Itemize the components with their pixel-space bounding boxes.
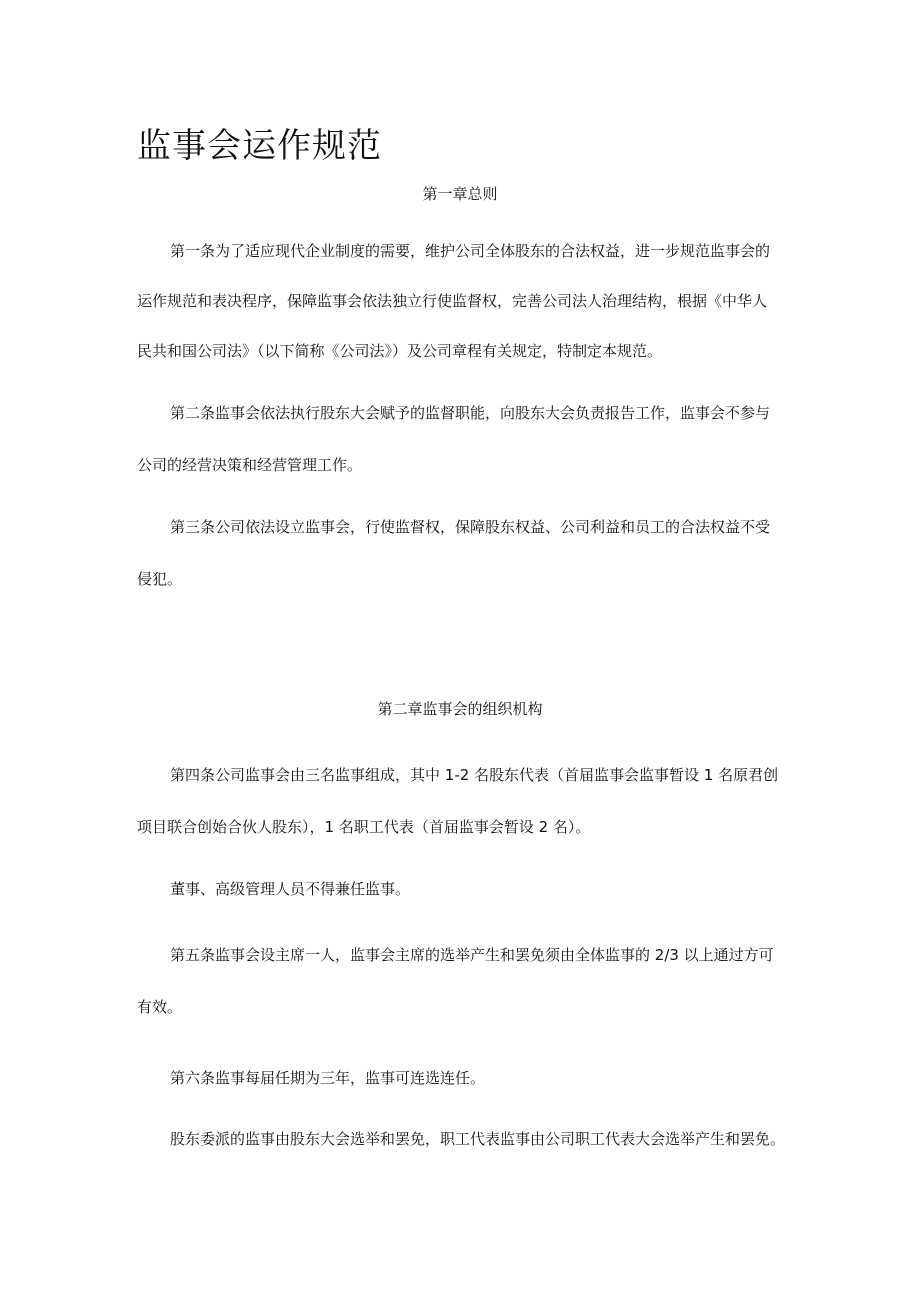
article-1-line-1: 第一条为了适应现代企业制度的需要，维护公司全体股东的合法权益，进一步规范监事会的 bbox=[170, 242, 771, 260]
article-5 bbox=[137, 942, 787, 1020]
article-3 bbox=[137, 514, 787, 592]
article-3-line-2: 侵犯。 bbox=[137, 570, 183, 588]
document-title: 监事会运作规范 bbox=[137, 126, 382, 166]
article-2-line-2: 公司的经营决策和经营管理工作。 bbox=[137, 456, 363, 474]
article-2-line-1: 第二条监事会依法执行股东大会赋予的监督职能，向股东大会负责报告工作，监事会不参与 bbox=[170, 404, 771, 422]
article-6 bbox=[137, 1065, 787, 1091]
article-6-note-line: 股东委派的监事由股东大会选举和罢免，职工代表监事由公司职工代表大会选举产生和罢免。 bbox=[170, 1130, 786, 1148]
article-1-line-3: 民共和国公司法》（以下简称《公司法》）及公司章程有关规定，特制定本规范。 bbox=[137, 342, 663, 360]
article-4-note-line: 董事、高级管理人员不得兼任监事。 bbox=[170, 880, 411, 898]
article-3-line-1: 第三条公司依法设立监事会，行使监督权，保障股东权益、公司利益和员工的合法权益不受 bbox=[170, 518, 771, 536]
article-2 bbox=[137, 400, 787, 478]
article-4-line-2: 项目联合创始合伙人股东），1 名职工代表（首届监事会暂设 2 名）。 bbox=[137, 818, 591, 836]
article-1 bbox=[137, 238, 787, 364]
article-4 bbox=[137, 762, 787, 840]
article-6-note bbox=[137, 1126, 787, 1152]
article-5-line-1: 第五条监事会设主席一人，监事会主席的选举产生和罢免须由全体监事的 2/3 以上通过方可 bbox=[170, 946, 774, 964]
chapter-2-heading: 第二章监事会的组织机构 bbox=[377, 700, 543, 718]
chapter-1-heading: 第一章总则 bbox=[422, 185, 498, 203]
article-6-line: 第六条监事每届任期为三年，监事可连选连任。 bbox=[170, 1069, 486, 1087]
article-1-line-2: 运作规范和表决程序，保障监事会依法独立行使监督权，完善公司法人治理结构，根据《中华人 bbox=[137, 292, 768, 310]
article-4-note bbox=[137, 876, 787, 902]
article-4-line-1: 第四条公司监事会由三名监事组成，其中 1-2 名股东代表（首届监事会监事暂设 1 名原君创 bbox=[170, 766, 779, 784]
article-5-line-2: 有效。 bbox=[137, 998, 183, 1016]
